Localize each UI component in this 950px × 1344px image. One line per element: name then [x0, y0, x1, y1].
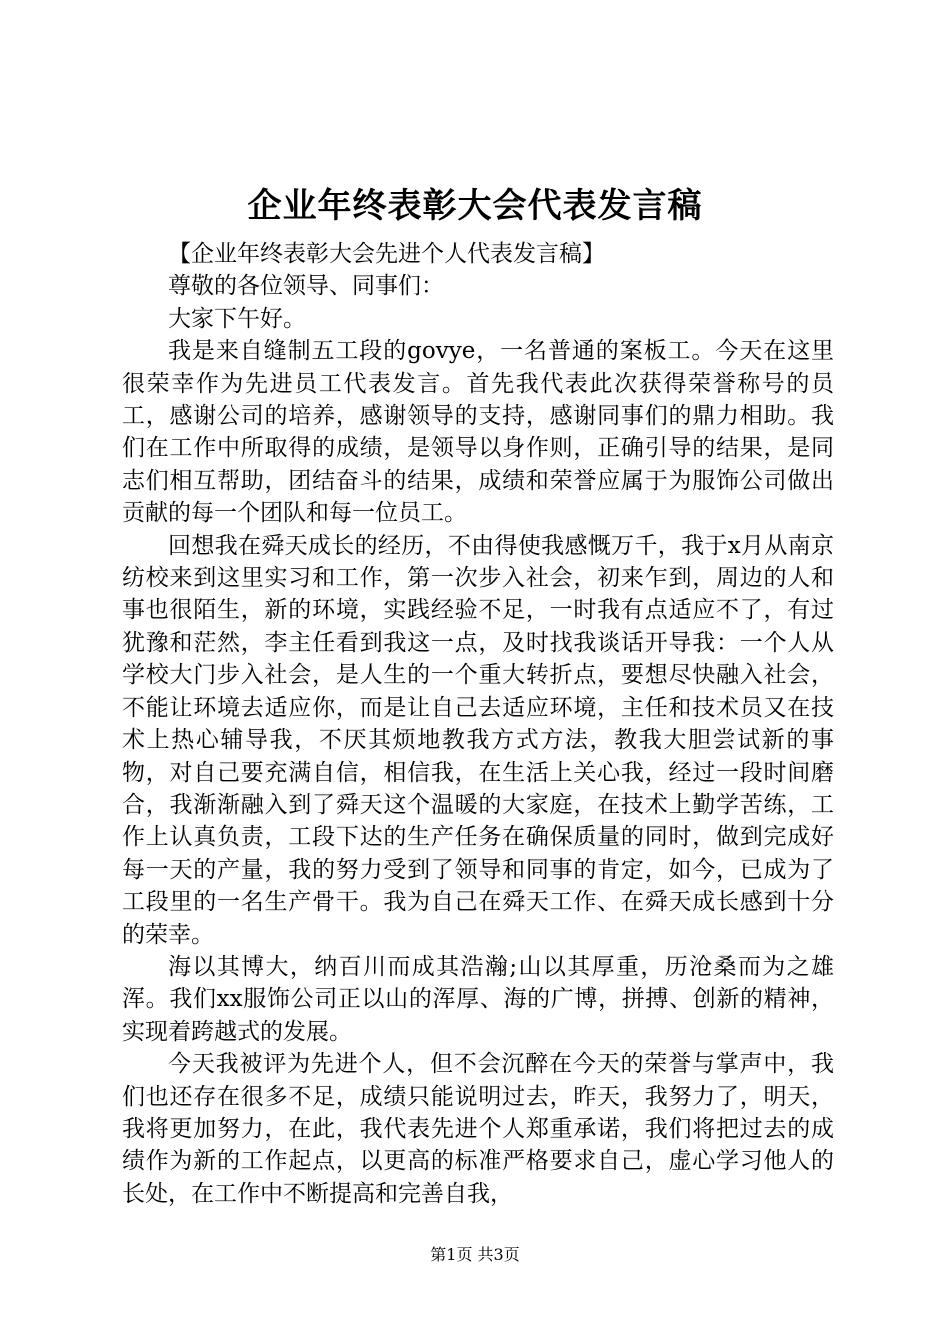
document-body — [122, 238, 834, 1210]
paragraph: 海以其博大，纳百川而成其浩瀚;山以其厚重，历沧桑而为之雄浑。我们xx服饰公司正以山的浑厚、海的广博，拼搏、创新的精神，实现着跨越式的发展。 — [122, 953, 834, 1045]
paragraph-heading: 【企业年终表彰大会先进个人代表发言稿】 — [168, 241, 605, 267]
paragraph: 我是来自缝制五工段的govye，一名普通的案板工。今天在这里很荣幸作为先进员工代表发言。首先我代表此次获得荣誉称号的员工，感谢公司的培养，感谢领导的支持，感谢同事们的鼎力相助。我们在工作中所取得的成绩，是领导以身作则，正确引导的结果，是同志们相互帮助，团结奋斗的结果，成绩和荣誉应属于为服饰公司做出贡献的每一个团队和每一位员工。 — [122, 338, 834, 527]
page-indicator: 第1页 共3页 — [430, 1245, 520, 1264]
paragraph-salutation: 尊敬的各位领导、同事们： — [168, 273, 444, 300]
paragraph: 回想我在舜天成长的经历，不由得使我感慨万千，我于x月从南京纺校来到这里实习和工作，第一次步入社会，初来乍到，周边的人和事也很陌生，新的环境，实践经验不足，一时我有点适应不了，有过犹豫和茫然，李主任看到我这一点，及时找我谈话开导我：一个人从学校大门步入社会，是人生的一个重大转折点，要想尽快融入社会，不能让环境去适应你，而是让自己去适应环境，主任和技术员又在技术上热心辅导我，不厌其烦地教我方式方法，教我大胆尝试新的事物，对自己要充满自信，相信我，在生活上关心我，经过一段时间磨合，我渐渐融入到了舜天这个温暖的大家庭，在技术上勤学苦练，工作上认真负责，工段下达的生产任务在确保质量的同时，做到完成好每一天的产量，我的努力受到了领导和同事的肯定，如今，已成为了工段里的一名生产骨干。我为自己在舜天工作、在舜天成长感到十分的荣幸。 — [122, 532, 834, 948]
paragraph: 今天我被评为先进个人，但不会沉醉在今天的荣誉与掌声中，我们也还存在很多不足，成绩只能说明过去，昨天，我努力了，明天，我将更加努力，在此，我代表先进个人郑重承诺，我们将把过去的成绩作为新的工作起点，以更高的标准严格要求自己，虚心学习他人的长处，在工作中不断提高和完善自我， — [122, 1051, 834, 1207]
paragraph-greeting: 大家下午好。 — [168, 305, 306, 332]
document-title: 企业年终表彰大会代表发言稿 — [247, 186, 703, 226]
